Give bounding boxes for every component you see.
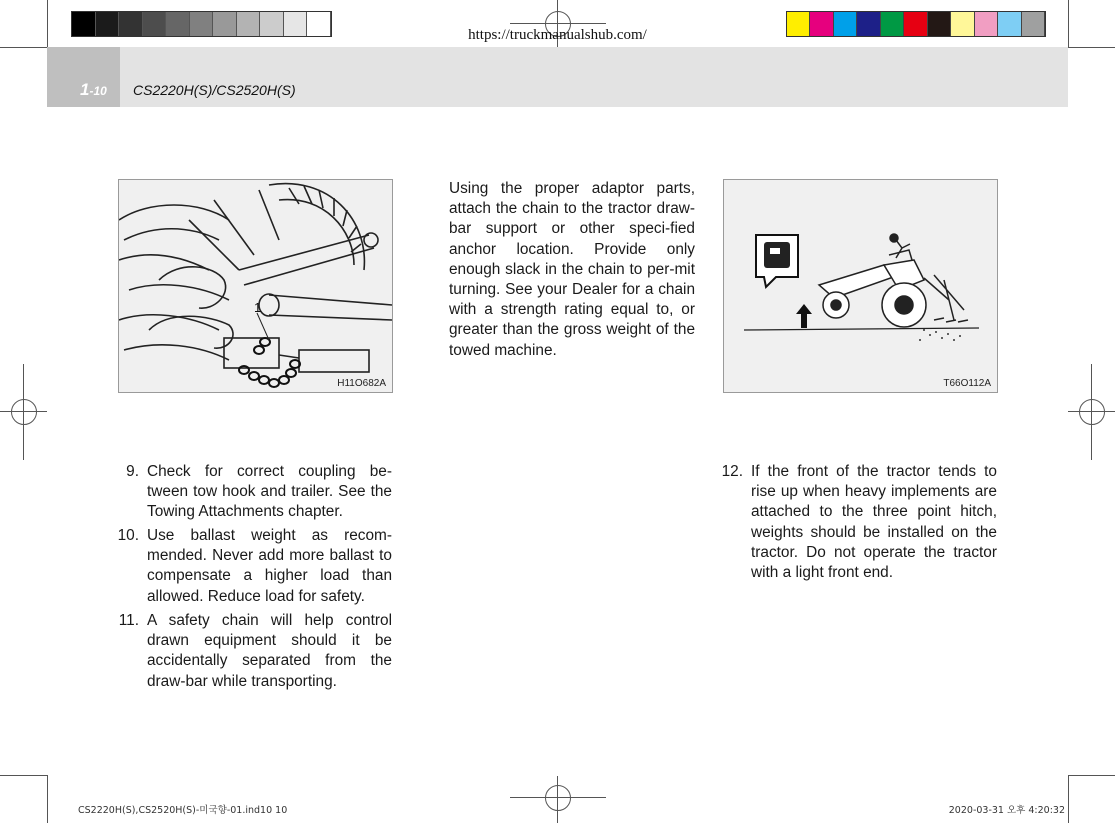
- list-item-12: [714, 462, 997, 583]
- figure-tractor-front-lift: [723, 179, 998, 393]
- page-number: 1-10: [80, 80, 107, 99]
- list-item-number: 9.: [126, 463, 139, 480]
- tow-hook-chain-illustration: [119, 180, 392, 392]
- list-item-text: Check for correct coupling be-tween tow hook and trailer. See the Towing Attachments chapter.: [147, 463, 392, 521]
- figure-callout-1: 1: [254, 300, 262, 315]
- source-url: https://truckmanualshub.com/: [468, 27, 647, 43]
- list-item-text: A safety chain will help control drawn equipment should it be accidentally separated from the draw-bar while transporting.: [147, 612, 392, 690]
- list-item-number: 10.: [117, 527, 139, 544]
- list-item-11: [110, 611, 392, 692]
- footer-file-info: CS2220H(S),CS2520H(S)-미국향-01.ind10 10: [78, 805, 288, 816]
- figure-code-right: T66O112A: [943, 378, 991, 389]
- list-item-number: 12.: [721, 463, 743, 480]
- list-item-number: 11.: [118, 612, 139, 629]
- model-title: CS2220H(S)/CS2520H(S): [133, 82, 296, 98]
- safety-chain-paragraph: Using the proper adaptor parts, attach the chain to the tractor draw-bar support or other speci-fied anchor location. Provide only enough slack in the chain to per-mit turning. See your Dealer for a chain with a strength rating equal to, or greater than the gross weight of the towed machine.: [449, 180, 695, 359]
- page-header-band: [47, 47, 1068, 107]
- list-item-text: Use ballast weight as recom-mended. Never add more ballast to compensate a higher load than allowed. Reduce load for safety.: [147, 527, 392, 605]
- list-item-9: [110, 462, 392, 523]
- list-item-text: If the front of the tractor tends to rise up when heavy implements are attached to the three point hitch, weights should be installed on the tractor. Do not operate the tractor with a light front end.: [751, 463, 997, 582]
- figure-tow-hook-chain: [118, 179, 393, 393]
- footer-timestamp: 2020-03-31 오후 4:20:32: [948, 805, 1065, 816]
- list-item-10: [110, 526, 392, 607]
- figure-code-left: H11O682A: [337, 378, 386, 389]
- tractor-lift-illustration: [724, 180, 997, 392]
